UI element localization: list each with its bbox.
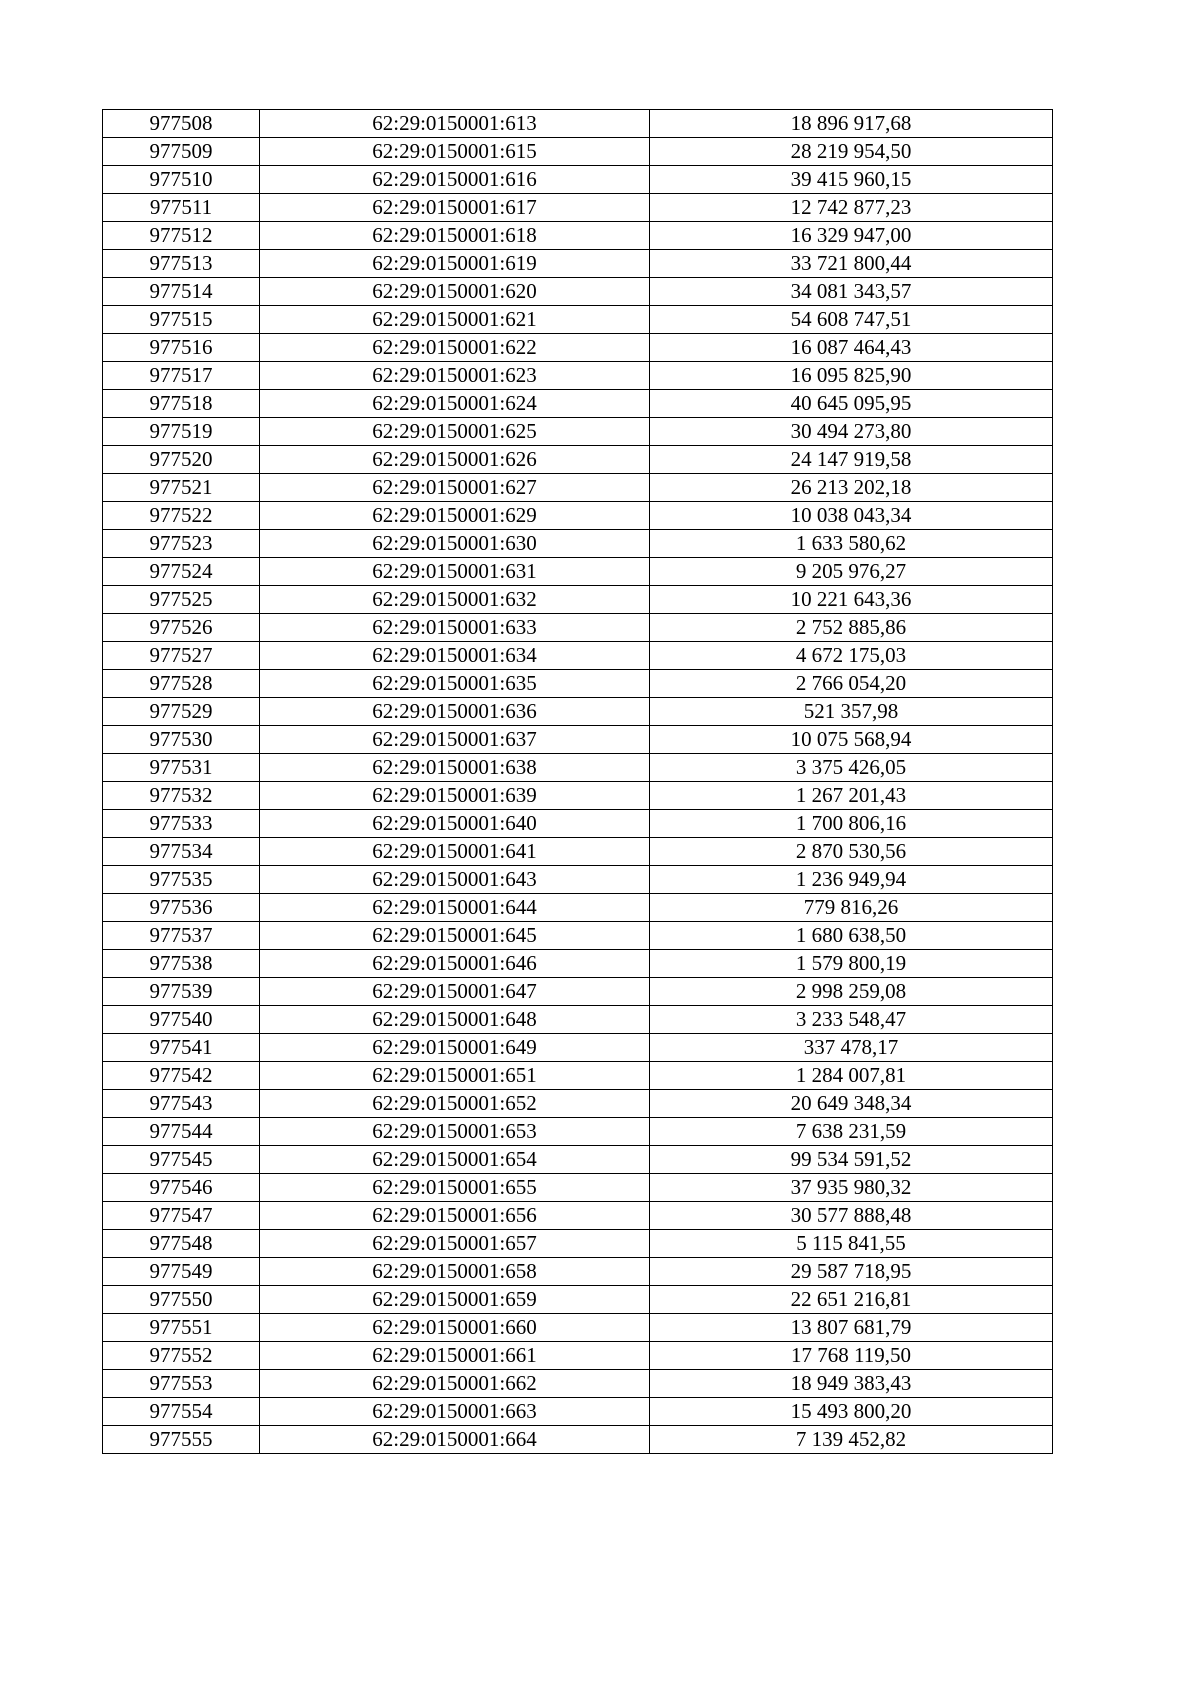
table-row xyxy=(103,950,1053,978)
table-row xyxy=(103,1034,1053,1062)
row-number-cell: 977513 xyxy=(103,250,260,278)
table-row xyxy=(103,670,1053,698)
table-row xyxy=(103,1286,1053,1314)
row-number-cell: 977514 xyxy=(103,278,260,306)
row-number-cell: 977542 xyxy=(103,1062,260,1090)
row-number-cell: 977534 xyxy=(103,838,260,866)
table-row xyxy=(103,138,1053,166)
cadastral-number-cell: 62:29:0150001:625 xyxy=(260,418,650,446)
cadastral-value-cell: 779 816,26 xyxy=(650,894,1053,922)
cadastral-number-cell: 62:29:0150001:624 xyxy=(260,390,650,418)
cadastral-value-cell: 7 638 231,59 xyxy=(650,1118,1053,1146)
table-row xyxy=(103,1090,1053,1118)
table-row xyxy=(103,1314,1053,1342)
cadastral-value-cell: 1 236 949,94 xyxy=(650,866,1053,894)
cadastral-number-cell: 62:29:0150001:641 xyxy=(260,838,650,866)
row-number-cell: 977520 xyxy=(103,446,260,474)
table-row xyxy=(103,1118,1053,1146)
row-number-cell: 977525 xyxy=(103,586,260,614)
cadastral-number-cell: 62:29:0150001:655 xyxy=(260,1174,650,1202)
cadastral-number-cell: 62:29:0150001:664 xyxy=(260,1426,650,1454)
row-number-cell: 977521 xyxy=(103,474,260,502)
row-number-cell: 977537 xyxy=(103,922,260,950)
row-number-cell: 977536 xyxy=(103,894,260,922)
cadastral-number-cell: 62:29:0150001:613 xyxy=(260,110,650,138)
cadastral-value-cell: 2 870 530,56 xyxy=(650,838,1053,866)
row-number-cell: 977544 xyxy=(103,1118,260,1146)
row-number-cell: 977548 xyxy=(103,1230,260,1258)
table-row xyxy=(103,922,1053,950)
cadastral-value-cell: 10 075 568,94 xyxy=(650,726,1053,754)
cadastral-value-cell: 2 766 054,20 xyxy=(650,670,1053,698)
cadastral-value-cell: 10 038 043,34 xyxy=(650,502,1053,530)
table-row xyxy=(103,558,1053,586)
cadastral-number-cell: 62:29:0150001:653 xyxy=(260,1118,650,1146)
table-row xyxy=(103,782,1053,810)
cadastral-value-cell: 30 494 273,80 xyxy=(650,418,1053,446)
row-number-cell: 977512 xyxy=(103,222,260,250)
cadastral-value-cell: 18 949 383,43 xyxy=(650,1370,1053,1398)
cadastral-number-cell: 62:29:0150001:663 xyxy=(260,1398,650,1426)
table-row xyxy=(103,474,1053,502)
row-number-cell: 977528 xyxy=(103,670,260,698)
cadastral-value-cell: 2 752 885,86 xyxy=(650,614,1053,642)
cadastral-number-cell: 62:29:0150001:649 xyxy=(260,1034,650,1062)
table-row xyxy=(103,1258,1053,1286)
table-row xyxy=(103,698,1053,726)
table-row xyxy=(103,278,1053,306)
cadastral-number-cell: 62:29:0150001:615 xyxy=(260,138,650,166)
table-row xyxy=(103,110,1053,138)
cadastral-number-cell: 62:29:0150001:629 xyxy=(260,502,650,530)
row-number-cell: 977546 xyxy=(103,1174,260,1202)
table-row xyxy=(103,306,1053,334)
table-row xyxy=(103,586,1053,614)
cadastral-number-cell: 62:29:0150001:640 xyxy=(260,810,650,838)
cadastral-value-cell: 16 087 464,43 xyxy=(650,334,1053,362)
row-number-cell: 977553 xyxy=(103,1370,260,1398)
table-row xyxy=(103,614,1053,642)
cadastral-number-cell: 62:29:0150001:636 xyxy=(260,698,650,726)
row-number-cell: 977543 xyxy=(103,1090,260,1118)
row-number-cell: 977545 xyxy=(103,1146,260,1174)
cadastral-value-cell: 1 700 806,16 xyxy=(650,810,1053,838)
cadastral-number-cell: 62:29:0150001:621 xyxy=(260,306,650,334)
cadastral-value-cell: 40 645 095,95 xyxy=(650,390,1053,418)
row-number-cell: 977515 xyxy=(103,306,260,334)
cadastral-value-cell: 4 672 175,03 xyxy=(650,642,1053,670)
cadastral-number-cell: 62:29:0150001:619 xyxy=(260,250,650,278)
cadastral-value-cell: 2 998 259,08 xyxy=(650,978,1053,1006)
cadastral-number-cell: 62:29:0150001:635 xyxy=(260,670,650,698)
row-number-cell: 977509 xyxy=(103,138,260,166)
cadastral-value-cell: 18 896 917,68 xyxy=(650,110,1053,138)
table-row xyxy=(103,894,1053,922)
cadastral-number-cell: 62:29:0150001:626 xyxy=(260,446,650,474)
table-row xyxy=(103,502,1053,530)
cadastral-number-cell: 62:29:0150001:645 xyxy=(260,922,650,950)
cadastral-value-cell: 37 935 980,32 xyxy=(650,1174,1053,1202)
cadastral-value-cell: 28 219 954,50 xyxy=(650,138,1053,166)
table-row xyxy=(103,222,1053,250)
table-row xyxy=(103,1006,1053,1034)
row-number-cell: 977535 xyxy=(103,866,260,894)
table-row xyxy=(103,418,1053,446)
cadastral-value-cell: 54 608 747,51 xyxy=(650,306,1053,334)
cadastral-value-cell: 30 577 888,48 xyxy=(650,1202,1053,1230)
table-row xyxy=(103,838,1053,866)
cadastral-value-table xyxy=(102,109,1053,1454)
cadastral-number-cell: 62:29:0150001:620 xyxy=(260,278,650,306)
row-number-cell: 977538 xyxy=(103,950,260,978)
table-row xyxy=(103,1370,1053,1398)
table-row xyxy=(103,166,1053,194)
cadastral-value-cell: 13 807 681,79 xyxy=(650,1314,1053,1342)
cadastral-value-cell: 521 357,98 xyxy=(650,698,1053,726)
cadastral-value-cell: 1 267 201,43 xyxy=(650,782,1053,810)
cadastral-value-cell: 17 768 119,50 xyxy=(650,1342,1053,1370)
cadastral-value-cell: 22 651 216,81 xyxy=(650,1286,1053,1314)
row-number-cell: 977523 xyxy=(103,530,260,558)
cadastral-number-cell: 62:29:0150001:632 xyxy=(260,586,650,614)
cadastral-number-cell: 62:29:0150001:659 xyxy=(260,1286,650,1314)
cadastral-number-cell: 62:29:0150001:622 xyxy=(260,334,650,362)
row-number-cell: 977531 xyxy=(103,754,260,782)
cadastral-number-cell: 62:29:0150001:657 xyxy=(260,1230,650,1258)
row-number-cell: 977540 xyxy=(103,1006,260,1034)
row-number-cell: 977555 xyxy=(103,1426,260,1454)
cadastral-value-cell: 5 115 841,55 xyxy=(650,1230,1053,1258)
cadastral-number-cell: 62:29:0150001:627 xyxy=(260,474,650,502)
row-number-cell: 977511 xyxy=(103,194,260,222)
row-number-cell: 977551 xyxy=(103,1314,260,1342)
table-row xyxy=(103,642,1053,670)
table-row xyxy=(103,1174,1053,1202)
cadastral-value-cell: 10 221 643,36 xyxy=(650,586,1053,614)
cadastral-value-cell: 337 478,17 xyxy=(650,1034,1053,1062)
cadastral-number-cell: 62:29:0150001:643 xyxy=(260,866,650,894)
cadastral-number-cell: 62:29:0150001:630 xyxy=(260,530,650,558)
cadastral-number-cell: 62:29:0150001:660 xyxy=(260,1314,650,1342)
cadastral-number-cell: 62:29:0150001:661 xyxy=(260,1342,650,1370)
cadastral-number-cell: 62:29:0150001:646 xyxy=(260,950,650,978)
table-row xyxy=(103,1146,1053,1174)
cadastral-number-cell: 62:29:0150001:654 xyxy=(260,1146,650,1174)
table-row xyxy=(103,726,1053,754)
cadastral-number-cell: 62:29:0150001:648 xyxy=(260,1006,650,1034)
cadastral-value-cell: 1 633 580,62 xyxy=(650,530,1053,558)
cadastral-value-cell: 12 742 877,23 xyxy=(650,194,1053,222)
row-number-cell: 977527 xyxy=(103,642,260,670)
table-row xyxy=(103,1062,1053,1090)
cadastral-value-cell: 15 493 800,20 xyxy=(650,1398,1053,1426)
row-number-cell: 977541 xyxy=(103,1034,260,1062)
cadastral-value-cell: 99 534 591,52 xyxy=(650,1146,1053,1174)
row-number-cell: 977516 xyxy=(103,334,260,362)
row-number-cell: 977554 xyxy=(103,1398,260,1426)
cadastral-value-cell: 39 415 960,15 xyxy=(650,166,1053,194)
cadastral-number-cell: 62:29:0150001:656 xyxy=(260,1202,650,1230)
cadastral-value-cell: 1 579 800,19 xyxy=(650,950,1053,978)
table-row xyxy=(103,250,1053,278)
cadastral-value-cell: 24 147 919,58 xyxy=(650,446,1053,474)
table-row xyxy=(103,754,1053,782)
row-number-cell: 977522 xyxy=(103,502,260,530)
cadastral-number-cell: 62:29:0150001:637 xyxy=(260,726,650,754)
cadastral-value-cell: 26 213 202,18 xyxy=(650,474,1053,502)
cadastral-number-cell: 62:29:0150001:652 xyxy=(260,1090,650,1118)
table-row xyxy=(103,446,1053,474)
row-number-cell: 977529 xyxy=(103,698,260,726)
cadastral-number-cell: 62:29:0150001:644 xyxy=(260,894,650,922)
table-row xyxy=(103,1202,1053,1230)
row-number-cell: 977547 xyxy=(103,1202,260,1230)
cadastral-value-cell: 9 205 976,27 xyxy=(650,558,1053,586)
cadastral-number-cell: 62:29:0150001:623 xyxy=(260,362,650,390)
cadastral-number-cell: 62:29:0150001:639 xyxy=(260,782,650,810)
row-number-cell: 977510 xyxy=(103,166,260,194)
table-row xyxy=(103,978,1053,1006)
cadastral-value-cell: 29 587 718,95 xyxy=(650,1258,1053,1286)
cadastral-number-cell: 62:29:0150001:658 xyxy=(260,1258,650,1286)
row-number-cell: 977539 xyxy=(103,978,260,1006)
row-number-cell: 977519 xyxy=(103,418,260,446)
cadastral-number-cell: 62:29:0150001:617 xyxy=(260,194,650,222)
cadastral-number-cell: 62:29:0150001:634 xyxy=(260,642,650,670)
table-row xyxy=(103,810,1053,838)
cadastral-number-cell: 62:29:0150001:638 xyxy=(260,754,650,782)
row-number-cell: 977552 xyxy=(103,1342,260,1370)
cadastral-value-cell: 16 095 825,90 xyxy=(650,362,1053,390)
row-number-cell: 977530 xyxy=(103,726,260,754)
table-row xyxy=(103,194,1053,222)
row-number-cell: 977517 xyxy=(103,362,260,390)
cadastral-value-cell: 1 284 007,81 xyxy=(650,1062,1053,1090)
cadastral-number-cell: 62:29:0150001:662 xyxy=(260,1370,650,1398)
table-row xyxy=(103,362,1053,390)
cadastral-number-cell: 62:29:0150001:651 xyxy=(260,1062,650,1090)
cadastral-number-cell: 62:29:0150001:618 xyxy=(260,222,650,250)
table-row xyxy=(103,1342,1053,1370)
table-row xyxy=(103,530,1053,558)
cadastral-value-cell: 16 329 947,00 xyxy=(650,222,1053,250)
cadastral-value-cell: 20 649 348,34 xyxy=(650,1090,1053,1118)
table-row xyxy=(103,866,1053,894)
cadastral-number-cell: 62:29:0150001:647 xyxy=(260,978,650,1006)
table-row xyxy=(103,390,1053,418)
row-number-cell: 977549 xyxy=(103,1258,260,1286)
row-number-cell: 977518 xyxy=(103,390,260,418)
row-number-cell: 977524 xyxy=(103,558,260,586)
row-number-cell: 977550 xyxy=(103,1286,260,1314)
cadastral-value-cell: 3 375 426,05 xyxy=(650,754,1053,782)
cadastral-number-cell: 62:29:0150001:616 xyxy=(260,166,650,194)
table-row xyxy=(103,1398,1053,1426)
row-number-cell: 977526 xyxy=(103,614,260,642)
cadastral-value-cell: 1 680 638,50 xyxy=(650,922,1053,950)
cadastral-number-cell: 62:29:0150001:631 xyxy=(260,558,650,586)
row-number-cell: 977533 xyxy=(103,810,260,838)
table-row xyxy=(103,1426,1053,1454)
table-row xyxy=(103,1230,1053,1258)
cadastral-value-cell: 33 721 800,44 xyxy=(650,250,1053,278)
cadastral-value-cell: 3 233 548,47 xyxy=(650,1006,1053,1034)
cadastral-value-cell: 7 139 452,82 xyxy=(650,1426,1053,1454)
table-body xyxy=(103,110,1053,1454)
row-number-cell: 977508 xyxy=(103,110,260,138)
row-number-cell: 977532 xyxy=(103,782,260,810)
cadastral-number-cell: 62:29:0150001:633 xyxy=(260,614,650,642)
table-row xyxy=(103,334,1053,362)
cadastral-value-cell: 34 081 343,57 xyxy=(650,278,1053,306)
